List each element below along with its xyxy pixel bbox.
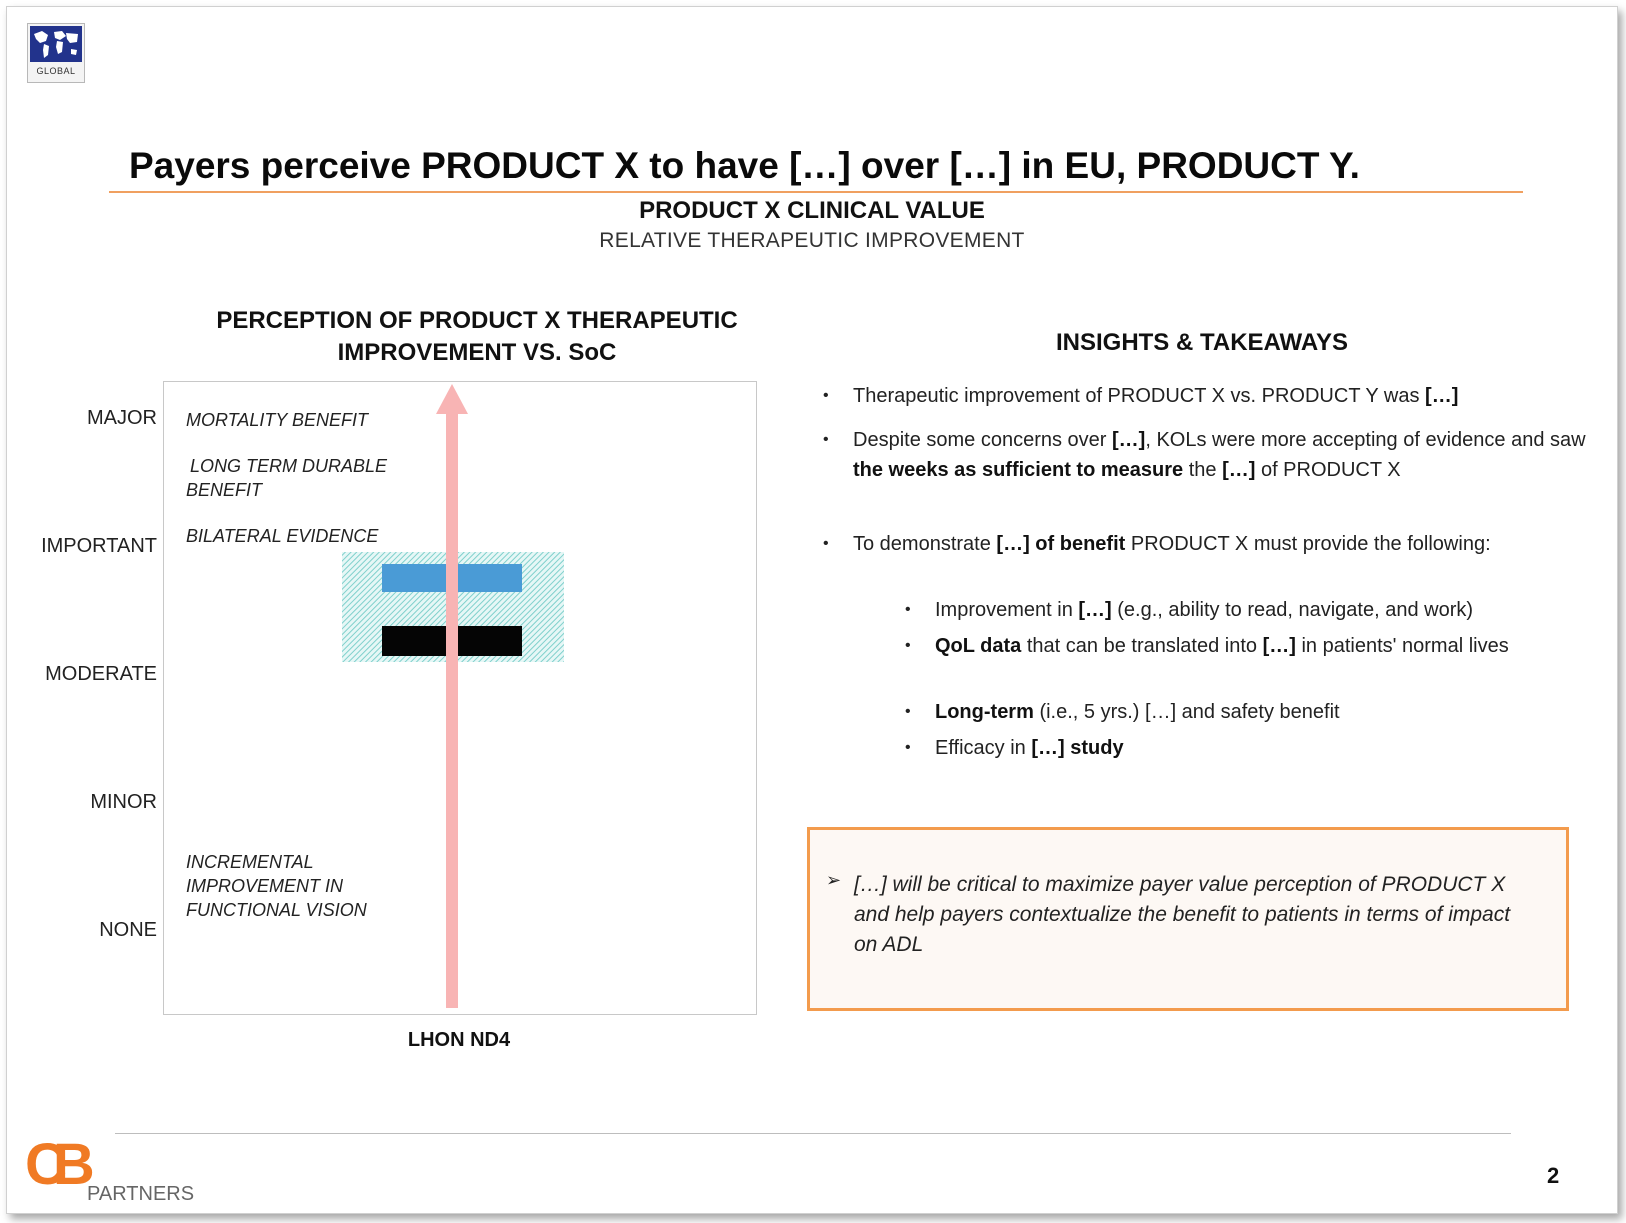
annotation-incremental-line-3: FUNCTIONAL VISION — [186, 900, 367, 920]
world-map-icon — [30, 26, 82, 62]
insight-sub-bullet-4: Efficacy in […] study — [935, 737, 1124, 759]
bullet-icon: • — [823, 535, 829, 552]
chart-title — [157, 305, 797, 369]
bullet-icon: • — [823, 387, 829, 404]
title-divider — [109, 191, 1523, 193]
sub-bullet-icon: • — [905, 601, 911, 618]
page-number: 2 — [1547, 1163, 1560, 1188]
insight-sub-bullet-2: QoL data that can be translated into […] in patients' normal lives — [935, 635, 1509, 657]
insight-bullet-1: Therapeutic improvement of PRODUCT X vs. PRODUCT Y was […] — [853, 385, 1459, 407]
slide — [6, 6, 1618, 1214]
key-takeaway-callout — [807, 827, 1569, 1011]
callout-text: […] will be critical to maximize payer value perception of PRODUCT X and help payers contextualize the benefit to patients in terms of impact on ADL — [854, 873, 1511, 956]
chart-title-line-2: IMPROVEMENT VS. SoC — [337, 339, 617, 366]
arrow-head-icon — [436, 384, 468, 414]
annotation-bilateral-evidence: BILATERAL EVIDENCE — [186, 526, 379, 546]
y-level-major: MAJOR — [87, 407, 157, 429]
annotation-incremental-line-2: IMPROVEMENT IN — [186, 876, 344, 896]
annotation-long-term-line-1: LONG TERM DURABLE — [190, 456, 388, 476]
footer-divider — [115, 1133, 1511, 1134]
insight-sub-bullet-3: Long-term (i.e., 5 yrs.) […] and safety benefit — [935, 701, 1340, 723]
logo-letters: CB — [25, 1132, 81, 1197]
section-subtitle-secondary: RELATIVE THERAPEUTIC IMPROVEMENT — [599, 229, 1025, 252]
arrow-bullet-icon: ➢ — [826, 870, 842, 890]
x-axis-label: LHON ND4 — [407, 1029, 511, 1051]
y-level-minor: MINOR — [90, 791, 157, 813]
insights-title: INSIGHTS & TAKEAWAYS — [1055, 329, 1349, 356]
section-subtitle: PRODUCT X CLINICAL VALUE — [639, 197, 985, 224]
chart-area — [163, 381, 757, 1015]
annotation-mortality-benefit: MORTALITY BENEFIT — [186, 410, 369, 430]
y-level-none: NONE — [99, 919, 157, 941]
sub-bullet-icon: • — [905, 739, 911, 756]
slide-title: Payers perceive PRODUCT X to have […] over […] in EU, PRODUCT Y. — [129, 145, 1360, 186]
logo-word: PARTNERS — [87, 1183, 195, 1205]
chart-title-line-1: PERCEPTION OF PRODUCT X THERAPEUTIC — [216, 307, 738, 334]
y-level-important: IMPORTANT — [41, 535, 157, 557]
global-logo — [27, 23, 85, 83]
y-level-moderate: MODERATE — [45, 663, 157, 685]
sub-bullet-icon: • — [905, 703, 911, 720]
annotation-long-term-line-2: BENEFIT — [186, 480, 263, 500]
insight-bullet-3: To demonstrate […] of benefit PRODUCT X must provide the following: — [853, 533, 1491, 555]
sub-bullet-icon: • — [905, 637, 911, 654]
bullet-icon: • — [823, 431, 829, 448]
logo-label: GLOBAL — [36, 66, 76, 76]
annotation-incremental-line-1: INCREMENTAL — [186, 852, 314, 872]
insight-bullet-2: Despite some concerns over […], KOLs were more accepting of evidence and saw the weeks as sufficient to measure the […] of PRODUCT X — [853, 429, 1586, 481]
insight-sub-bullet-1: Improvement in […] (e.g., ability to read, navigate, and work) — [935, 599, 1474, 621]
cb-partners-logo — [25, 1132, 225, 1207]
arrow-shaft — [446, 410, 458, 1008]
